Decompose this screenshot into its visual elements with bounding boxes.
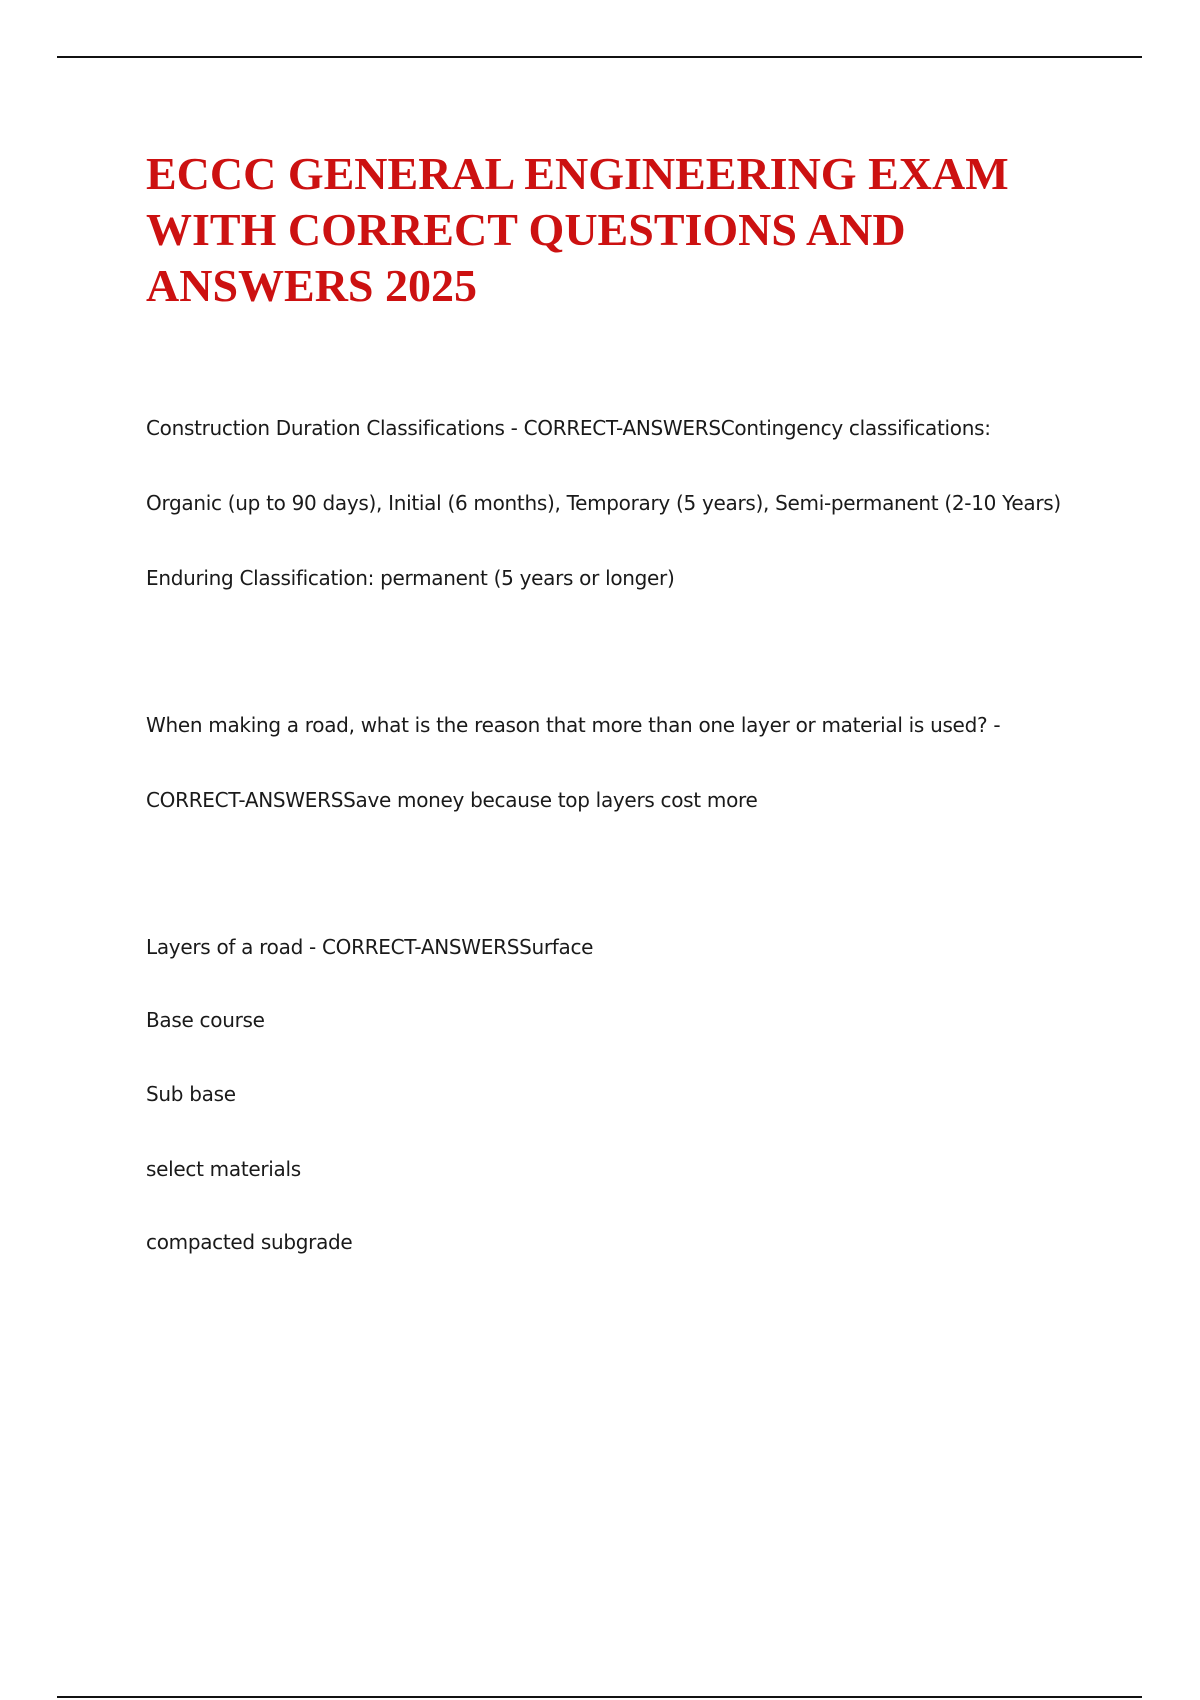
document-title: ECCC GENERAL ENGINEERING EXAM WITH CORRECT QUESTIONS AND ANSWERS 2025 bbox=[146, 148, 1009, 311]
bottom-rule bbox=[57, 1696, 1142, 1698]
question-line: Construction Duration Classifications - CORRECT-ANSWERSContingency classifications: bbox=[146, 416, 991, 440]
answer-line: Organic (up to 90 days), Initial (6 months), Temporary (5 years), Semi-permanent (2-10 Years) bbox=[146, 491, 1061, 515]
answer-line: Enduring Classification: permanent (5 years or longer) bbox=[146, 566, 675, 590]
answer-line: Sub base bbox=[146, 1082, 236, 1106]
top-rule bbox=[57, 56, 1142, 58]
answer-line: compacted subgrade bbox=[146, 1230, 353, 1254]
question-line: When making a road, what is the reason that more than one layer or material is used? - bbox=[146, 713, 1001, 737]
question-line: Layers of a road - CORRECT-ANSWERSSurface bbox=[146, 935, 594, 959]
answer-line: select materials bbox=[146, 1157, 301, 1181]
answer-line: CORRECT-ANSWERSSave money because top layers cost more bbox=[146, 788, 758, 812]
answer-line: Base course bbox=[146, 1008, 265, 1032]
